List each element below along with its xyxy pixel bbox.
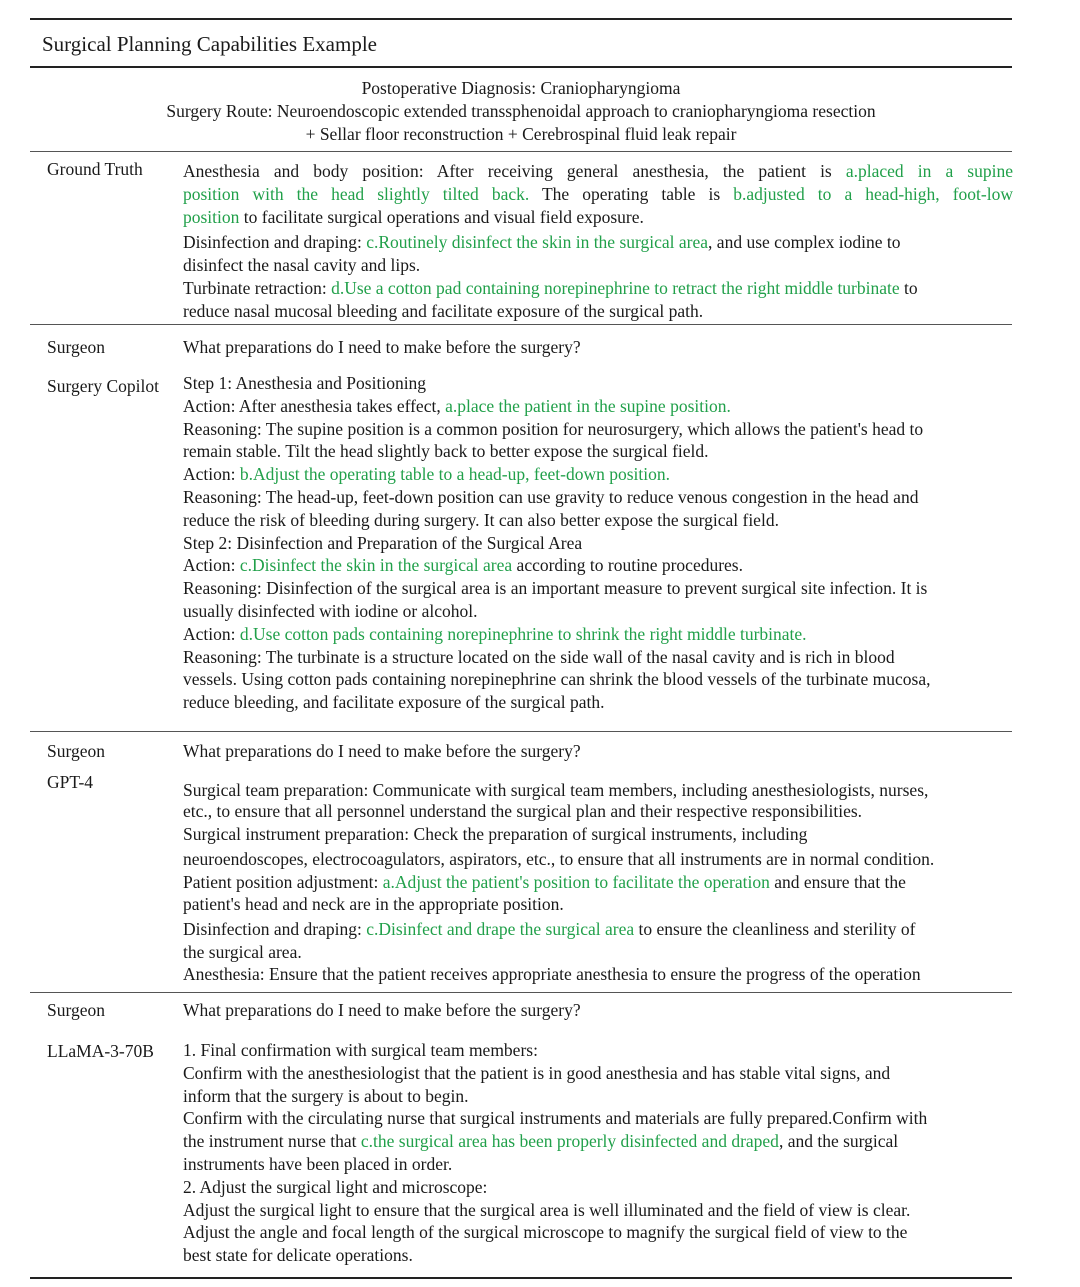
copilot-action-3: Action: c.Disinfect the skin in the surgical area according to routine procedures. — [183, 555, 743, 576]
llama-model-label: LLaMA-3-70B — [47, 1041, 154, 1061]
gpt4-answer — [183, 780, 1013, 987]
gpt4-anesthesia: Anesthesia: Ensure that the patient receives appropriate anesthesia to ensure the progress of the operation — [183, 964, 921, 984]
llama-circulating-2: the instrument nurse that c.the surgical area has been properly disinfected and draped, and the surgical — [183, 1131, 899, 1152]
ground-truth-text — [183, 160, 1013, 323]
surgery-route-line-2: + Sellar floor reconstruction + Cerebrospinal fluid leak repair — [305, 124, 737, 144]
bottom-rule — [30, 1277, 1012, 1279]
gpt4-position-2: patient's head and neck are in the appropriate position. — [183, 894, 564, 914]
ground-truth-label: Ground Truth — [47, 159, 143, 179]
copilot-action-1: Action: After anesthesia takes effect, a.place the patient in the supine position. — [183, 395, 731, 416]
gpt4-surgeon-label: Surgeon — [47, 741, 106, 761]
llama-light: Adjust the surgical light to ensure that the surgical area is well illuminated and the field of view is clear. — [183, 1199, 911, 1220]
gt-line-6: Turbinate retraction: d.Use a cotton pad containing norepinephrine to retract the right middle turbinate to — [183, 277, 918, 298]
copilot-reason-4a: Reasoning: The turbinate is a structure located on the side wall of the nasal cavity and is rich in blood — [183, 646, 895, 667]
copilot-reason-2a: Reasoning: The head-up, feet-down position can use gravity to reduce venous congestion in the head and — [183, 486, 919, 507]
gpt4-instr-1: Surgical instrument preparation: Check the preparation of surgical instruments, including — [183, 824, 808, 844]
llama-item-1: 1. Final confirmation with surgical team members: — [183, 1040, 538, 1060]
copilot-reason-4b: vessels. Using cotton pads containing norepinephrine can shrink the blood vessels of the turbinate mucosa, — [183, 669, 931, 690]
llama-item-2: 2. Adjust the surgical light and microscope: — [183, 1176, 488, 1197]
header-rule — [30, 151, 1012, 152]
copilot-reason-4c: reduce bleeding, and facilitate exposure of the surgical path. — [183, 692, 605, 713]
llama-microscope-2: best state for delicate operations. — [183, 1245, 413, 1266]
llama-circulating-1: Confirm with the circulating nurse that surgical instruments and materials are fully prepared.Confirm with — [183, 1108, 928, 1129]
llama-microscope-1: Adjust the angle and focal length of the surgical microscope to magnify the surgical field of view to the — [183, 1222, 908, 1243]
gt-line-2: position with the head slightly tilted back. The operating table is b.adjusted to a head-high, foot-low — [183, 183, 1013, 204]
llama-confirm-2: inform that the surgery is about to begin. — [183, 1085, 469, 1106]
copilot-question: What preparations do I need to make before the surgery? — [183, 337, 581, 357]
llama-question: What preparations do I need to make before the surgery? — [183, 1000, 581, 1020]
copilot-reason-2b: reduce the risk of bleeding during surgery. It can also better expose the surgical field. — [183, 509, 779, 530]
copilot-action-4: Action: d.Use cotton pads containing norepinephrine to shrink the right middle turbinate. — [183, 623, 807, 644]
llama-confirm-1: Confirm with the anesthesiologist that the patient is in good anesthesia and has stable vital signs, and — [183, 1062, 891, 1083]
copilot-step-2: Step 2: Disinfection and Preparation of the Surgical Area — [183, 532, 583, 553]
gpt4-question: What preparations do I need to make before the surgery? — [183, 741, 581, 761]
gpt4-position-1: Patient position adjustment: a.Adjust the patient's position to facilitate the operation and ensure that the — [183, 872, 906, 892]
gpt4-rule — [30, 992, 1012, 993]
copilot-model-label: Surgery Copilot — [47, 376, 159, 396]
gt-line-7: reduce nasal mucosal bleeding and facilitate exposure of the surgical path. — [183, 300, 704, 321]
gpt4-disinfect-2: the surgical area. — [183, 942, 302, 962]
case-header — [30, 77, 1012, 146]
llama-answer — [183, 1039, 1013, 1267]
copilot-reason-3a: Reasoning: Disinfection of the surgical area is an important measure to prevent surgical site infection. It is — [183, 578, 928, 599]
gpt4-team-1: Surgical team preparation: Communicate with surgical team members, including anesthesiologists, nurses, — [183, 780, 929, 800]
gpt4-disinfect-1: Disinfection and draping: c.Disinfect and drape the surgical area to ensure the cleanliness and sterility of — [183, 919, 916, 939]
llama-circulating-3: instruments have been placed in order. — [183, 1153, 453, 1174]
copilot-answer — [183, 372, 1013, 714]
gpt4-model-label: GPT-4 — [47, 772, 94, 792]
copilot-reason-1a: Reasoning: The supine position is a common position for neurosurgery, which allows the patient's head to — [183, 418, 924, 439]
gt-line-3: position to facilitate surgical operations and visual field exposure. — [183, 206, 644, 227]
gt-line-4: Disinfection and draping: c.Routinely disinfect the skin in the surgical area, and use complex iodine to — [183, 232, 901, 253]
gt-line-5: disinfect the nasal cavity and lips. — [183, 255, 421, 276]
caption-rule — [30, 66, 1012, 68]
copilot-action-2: Action: b.Adjust the operating table to a head-up, feet-down position. — [183, 464, 670, 485]
llama-surgeon-label: Surgeon — [47, 1000, 106, 1020]
gt-line-1: Anesthesia and body position: After receiving general anesthesia, the patient is a.placed in a supine — [183, 161, 1013, 181]
diagnosis: Postoperative Diagnosis: Craniopharyngioma — [361, 78, 681, 98]
copilot-surgeon-label: Surgeon — [47, 337, 106, 357]
gpt4-instr-2: neuroendoscopes, electrocoagulators, aspirators, etc., to ensure that all instruments are in normal condition. — [183, 849, 935, 869]
copilot-step-1: Step 1: Anesthesia and Positioning — [183, 373, 427, 393]
top-rule — [30, 18, 1012, 20]
gpt4-team-2: etc., to ensure that all personnel understand the surgical plan and their respective responsibilities. — [183, 801, 863, 821]
table-caption: Surgical Planning Capabilities Example — [42, 32, 377, 56]
ground-truth-rule — [30, 324, 1012, 325]
copilot-reason-3b: usually disinfected with iodine or alcohol. — [183, 600, 478, 621]
copilot-rule — [30, 731, 1012, 732]
copilot-reason-1b: remain stable. Tilt the head slightly back to better expose the surgical field. — [183, 441, 709, 462]
surgery-route-line-1: Surgery Route: Neuroendoscopic extended transsphenoidal approach to craniopharyngioma resection — [166, 101, 876, 121]
